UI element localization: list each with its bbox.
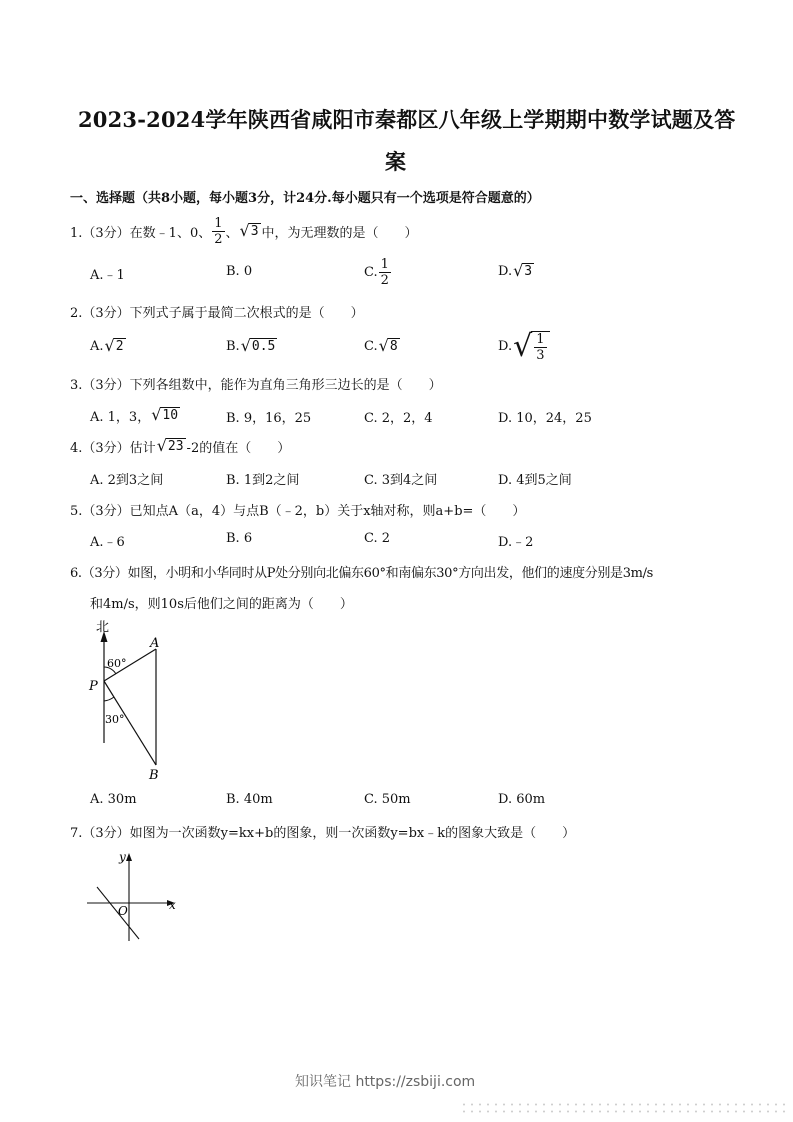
north-label: 北 bbox=[96, 620, 110, 635]
q3-option-a: A. 1，3， √ 10 bbox=[90, 405, 179, 425]
question-4: 4.（3分）估计 √ 23 -2的值在（ ） bbox=[70, 436, 291, 456]
q2-option-d: D. √ $\frac{1}{3}$ bbox=[498, 326, 551, 366]
x-axis-label: x bbox=[169, 898, 176, 912]
q6-option-b: B. 40m bbox=[226, 792, 273, 807]
question-2: 2.（3分）下列式子属于最简二次根式的是（ ） bbox=[70, 306, 364, 321]
q5-option-c: C. 2 bbox=[364, 531, 391, 546]
point-a-label: A bbox=[150, 636, 160, 651]
q6-direction-figure bbox=[82, 615, 182, 785]
angle-30-label: 30° bbox=[105, 713, 125, 726]
origin-label: O bbox=[118, 904, 128, 918]
footer-dot-pattern bbox=[460, 1101, 790, 1117]
question-6-line2: 和4m/s，则10s后他们之间的距离为（ ） bbox=[90, 597, 353, 612]
q1-suffix: 中，为无理数的是（ ） bbox=[261, 225, 418, 241]
q4-option-d: D. 4到5之间 bbox=[498, 473, 572, 488]
question-1: 1.（3分）在数﹣1、0、 $\frac{1}{2}$ 、 √ 3 中，为无理数的是（ ） bbox=[70, 215, 418, 247]
section-heading: 一、选择题（共8小题，每小题3分，计24分.每小题只有一个选项是符合题意的） bbox=[70, 191, 540, 206]
q1-option-d: D. √ 3 bbox=[498, 261, 533, 281]
q3-option-c: C. 2，2，4 bbox=[364, 411, 433, 426]
point-p-label: P bbox=[89, 679, 98, 694]
q2-option-b: B. √ 0.5 bbox=[226, 336, 276, 356]
footer-watermark: 知识笔记 https://zsbiji.com bbox=[295, 1074, 476, 1090]
q6-option-a: A. 30m bbox=[90, 792, 137, 807]
question-3: 3.（3分）下列各组数中，能作为直角三角形三边长的是（ ） bbox=[70, 378, 442, 393]
q5-option-d: D.﹣2 bbox=[498, 535, 534, 550]
q2-option-a: A. √ 2 bbox=[90, 336, 124, 356]
q1-sqrt: √ 3 bbox=[239, 221, 259, 241]
q7-graph-figure bbox=[85, 845, 185, 945]
q4-option-b: B. 1到2之间 bbox=[226, 473, 300, 488]
question-6-line1: 6.（3分）如图，小明和小华同时从P处分别向北偏东60°和南偏东30°方向出发，他们的速度分别是3m/s bbox=[70, 566, 653, 581]
q1-option-b: B. 0 bbox=[226, 264, 253, 279]
q2-option-c: C. √ 8 bbox=[364, 336, 398, 356]
q1-prefix: 1.（3分）在数﹣1、0、 bbox=[70, 225, 212, 241]
q5-option-a: A.﹣6 bbox=[90, 535, 125, 550]
q1-option-a: A.﹣1 bbox=[90, 268, 125, 283]
q6-option-d: D. 60m bbox=[498, 792, 546, 807]
y-axis-arrow-icon bbox=[126, 853, 132, 861]
point-b-label: B bbox=[149, 768, 159, 783]
q5-option-b: B. 6 bbox=[226, 531, 253, 546]
y-axis-label: y bbox=[119, 850, 126, 864]
question-7: 7.（3分）如图为一次函数y=kx+b的图象，则一次函数y=bx﹣k的图象大致是（ ） bbox=[70, 826, 576, 841]
q3-option-b: B. 9，16，25 bbox=[226, 411, 312, 426]
question-5: 5.（3分）已知点A（a，4）与点B（﹣2，b）关于x轴对称，则a+b=（ ） bbox=[70, 504, 526, 519]
page-title-line2: 案 bbox=[385, 149, 407, 174]
q6-option-c: C. 50m bbox=[364, 792, 411, 807]
angle-arc-30 bbox=[104, 697, 114, 701]
angle-60-label: 60° bbox=[107, 657, 127, 670]
q3-option-d: D. 10，24，25 bbox=[498, 411, 592, 426]
q1-option-c: C. $\frac{1}{2}$ bbox=[364, 256, 389, 288]
q1-fraction: $\frac{1}{2}$ bbox=[214, 215, 223, 247]
q4-option-c: C. 3到4之间 bbox=[364, 473, 438, 488]
page-title-line1: 2023-2024学年陕西省咸阳市秦都区八年级上学期期中数学试题及答 bbox=[78, 107, 736, 132]
q4-option-a: A. 2到3之间 bbox=[90, 473, 164, 488]
